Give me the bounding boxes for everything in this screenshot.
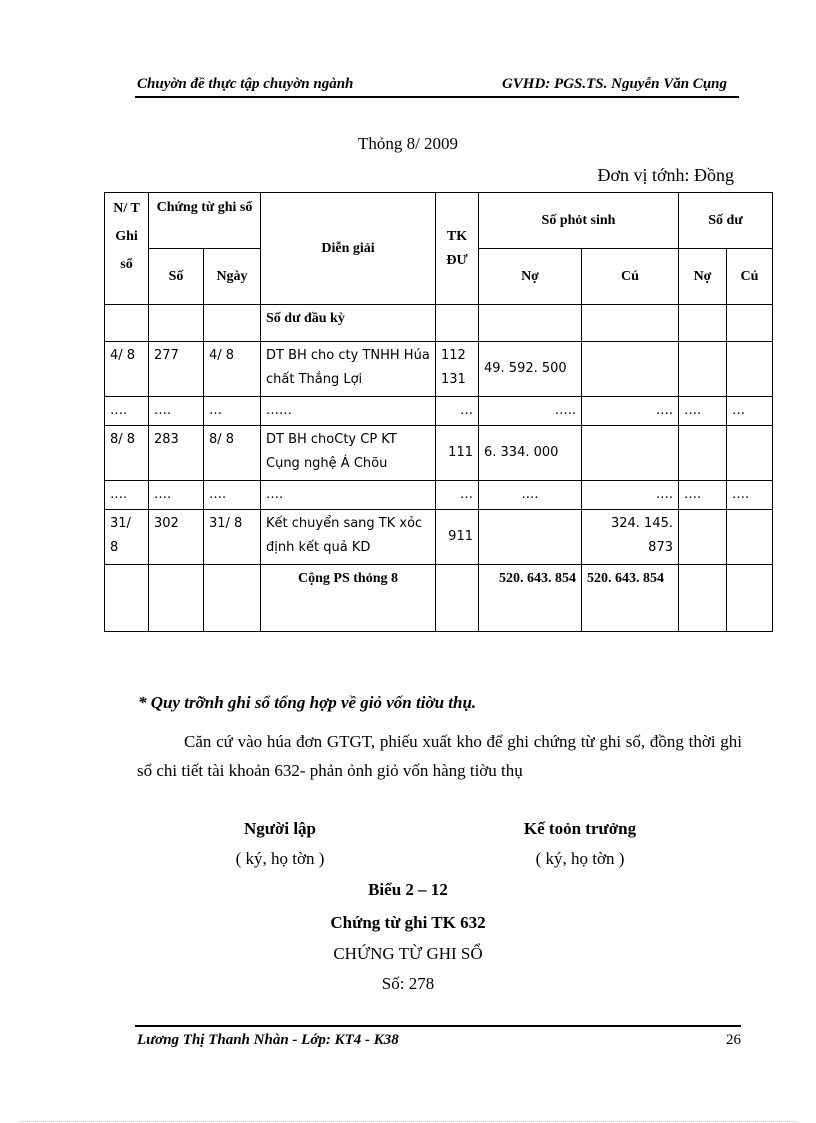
cell-ngay: 31/ 8 xyxy=(204,510,261,565)
bieu-title: Chứng từ ghi TK 632 xyxy=(330,913,486,932)
cell-so: 283 xyxy=(149,426,204,481)
header-du-co: Cú xyxy=(727,249,773,305)
voucher-number: Số: 278 xyxy=(381,974,435,993)
cell-diengiai: …. xyxy=(261,481,436,510)
page-header xyxy=(135,76,739,98)
cell-no xyxy=(479,510,582,565)
ledger-table xyxy=(104,192,773,632)
header-phatsinh: Số phỏt sinh xyxy=(479,193,679,249)
table-row xyxy=(105,305,773,342)
header-diengiai: Diễn giải xyxy=(261,193,436,305)
cell-co: 324. 145. 873 xyxy=(582,510,679,565)
cell-nt: …. xyxy=(105,397,149,426)
header-so: Số xyxy=(149,249,204,305)
cell-nt: 31/ 8 xyxy=(105,510,149,565)
cell-nt: 4/ 8 xyxy=(105,342,149,397)
cell-no: …. xyxy=(479,481,582,510)
table-row xyxy=(105,481,773,510)
signer-left-note: ( ký, họ tờn ) xyxy=(235,849,325,868)
table-row-total xyxy=(105,565,773,632)
total-label: Cộng PS thỏng 8 xyxy=(261,565,436,632)
header-tkdu: TK ĐƯ xyxy=(436,193,479,305)
cell-tk: 911 xyxy=(436,510,479,565)
unit-label: Đơn vị tớnh: Đồng xyxy=(597,165,734,185)
cell-ngay: 8/ 8 xyxy=(204,426,261,481)
table-row xyxy=(105,510,773,565)
signer-left-title: Người lập xyxy=(243,819,317,838)
signer-right-title: Kế toỏn trưởng xyxy=(523,819,637,838)
cell-so: …. xyxy=(149,481,204,510)
cell-tk: … xyxy=(436,481,479,510)
cell-co: …. xyxy=(582,481,679,510)
cell-tk: 112 131 xyxy=(436,342,479,397)
cell-diengiai: …… xyxy=(261,397,436,426)
cell-du-co: …. xyxy=(727,481,773,510)
voucher-title: CHỨNG TỪ GHI SỔ xyxy=(333,944,483,963)
cell-no: 49. 592. 500 xyxy=(479,342,582,397)
page-number: 26 xyxy=(726,1032,741,1048)
section-title: * Quy trỡnh ghi sổ tổng hợp về giỏ vốn tiờu thụ. xyxy=(138,693,477,712)
cell-no: ….. xyxy=(479,397,582,426)
cell-co xyxy=(582,426,679,481)
header-du-no: Nợ xyxy=(679,249,727,305)
cell-so: 277 xyxy=(149,342,204,397)
page-bottom-divider xyxy=(20,1121,796,1122)
header-right: GVHD: PGS.TS. Nguyễn Văn Cụng xyxy=(501,76,727,92)
month-label: Thỏng 8/ 2009 xyxy=(357,134,459,153)
signer-right-note: ( ký, họ tờn ) xyxy=(535,849,625,868)
cell-du-co: … xyxy=(727,397,773,426)
cell-no: 6. 334. 000 xyxy=(479,426,582,481)
header-no: Nợ xyxy=(479,249,582,305)
table-row xyxy=(105,426,773,481)
cell-ngay: …. xyxy=(204,481,261,510)
cell-nt: …. xyxy=(105,481,149,510)
header-nt: N/ T Ghi sổ xyxy=(105,193,149,305)
total-co: 520. 643. 854 xyxy=(582,565,679,632)
footer-author: Lương Thị Thanh Nhàn - Lớp: KT4 - K38 xyxy=(137,1032,399,1048)
header-chungtu: Chứng từ ghi sổ xyxy=(149,193,261,249)
cell-so: 302 xyxy=(149,510,204,565)
cell-tk: … xyxy=(436,397,479,426)
table-row xyxy=(105,342,773,397)
bieu-label: Biểu 2 – 12 xyxy=(368,880,448,899)
header-left: Chuyờn đề thực tập chuyờn ngành xyxy=(137,76,354,92)
cell-du-no: …. xyxy=(679,397,727,426)
cell-so: …. xyxy=(149,397,204,426)
cell-diengiai: Kết chuyển sang TK xỏc định kết quả KD xyxy=(261,510,436,565)
header-sodu: Số dư xyxy=(679,193,773,249)
cell-co: …. xyxy=(582,397,679,426)
opening-balance-label: Số dư đầu kỳ xyxy=(261,305,436,342)
cell-nt: 8/ 8 xyxy=(105,426,149,481)
cell-ngay: … xyxy=(204,397,261,426)
page-footer xyxy=(135,1025,741,1049)
total-no: 520. 643. 854 xyxy=(479,565,582,632)
header-ngay: Ngày xyxy=(204,249,261,305)
cell-co xyxy=(582,342,679,397)
table-row xyxy=(105,397,773,426)
header-co: Cú xyxy=(582,249,679,305)
cell-ngay: 4/ 8 xyxy=(204,342,261,397)
cell-diengiai: DT BH cho cty TNHH Húa chất Thắng Lợi xyxy=(261,342,436,397)
cell-diengiai: DT BH choCty CP KT Cụng nghệ Á Chõu xyxy=(261,426,436,481)
cell-tk: 111 xyxy=(436,426,479,481)
paragraph: Căn cứ vào húa đơn GTGT, phiếu xuất kho để ghi chứng từ ghi sổ, đồng thời ghi sổ chi tiết tài khoản 632- phản ỏnh giỏ vốn hàng tiờu thụ xyxy=(137,732,742,780)
cell-du-no: …. xyxy=(679,481,727,510)
